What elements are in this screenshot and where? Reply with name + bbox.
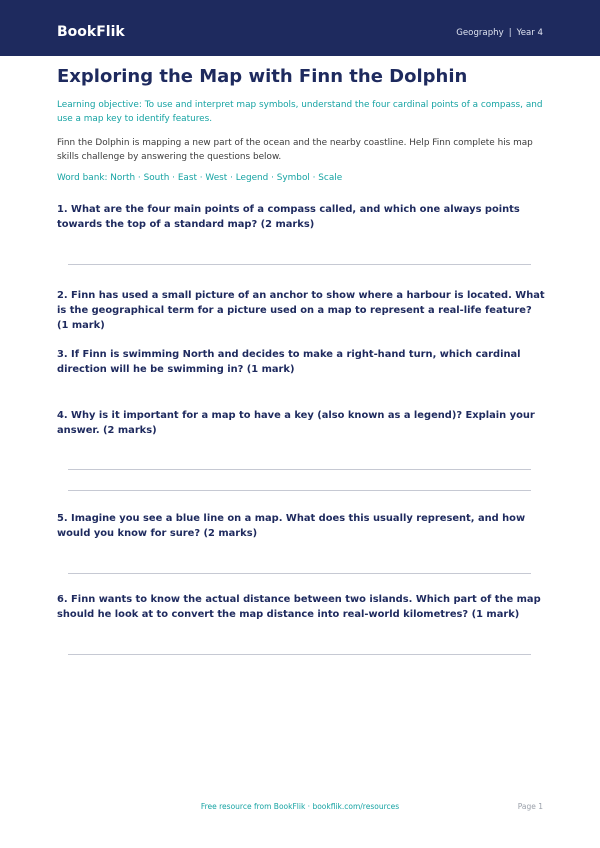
separator: |: [508, 28, 512, 38]
answer-line[interactable]: [68, 264, 531, 265]
footer-text: Free resource from BookFlik · bookflik.com/resources: [200, 802, 400, 811]
question-3: 3. If Finn is swimming North and decides to make a right-hand turn, which cardinal direction will he be swimming in? (1 mark): [57, 349, 521, 375]
subject-year-label: [456, 27, 543, 39]
brand-logo: BookFlik: [57, 24, 125, 40]
question-6: 6. Finn wants to know the actual distance between two islands. Which part of the map should he look at to convert the map distance into real-world kilometres? (1 mark): [57, 594, 541, 620]
answer-line[interactable]: [68, 573, 531, 574]
answer-line[interactable]: [68, 469, 531, 470]
subject-label: Geography: [456, 28, 504, 38]
question-5: 5. Imagine you see a blue line on a map. What does this usually represent, and how would you know for sure? (2 marks): [57, 513, 526, 539]
question-4: 4. Why is it important for a map to have a key (also known as a legend)? Explain your answer. (2 marks): [57, 410, 535, 436]
question-2: 2. Finn has used a small picture of an anchor to show where a harbour is located. What is the geographical term for a picture used on a map to represent a real-life feature? (1 mark): [57, 290, 545, 331]
intro-text: Finn the Dolphin is mapping a new part of the ocean and the nearby coastline. Help Finn complete his map skills challenge by answering the questions below.: [57, 138, 533, 162]
worksheet-title: Exploring the Map with Finn the Dolphin: [57, 66, 468, 87]
page-number: Page 1: [517, 802, 543, 811]
answer-line[interactable]: [68, 490, 531, 491]
learning-objective: Learning objective: To use and interpret map symbols, understand the four cardinal points of a compass, and use a map key to identify features.: [57, 100, 543, 124]
year-label: Year 4: [516, 28, 543, 38]
question-1: 1. What are the four main points of a compass called, and which one always points towards the top of a standard map? (2 marks): [57, 204, 520, 230]
word-bank: Word bank: North · South · East · West · Legend · Symbol · Scale: [57, 173, 343, 183]
header-bar: [0, 0, 600, 56]
answer-line[interactable]: [68, 654, 531, 655]
